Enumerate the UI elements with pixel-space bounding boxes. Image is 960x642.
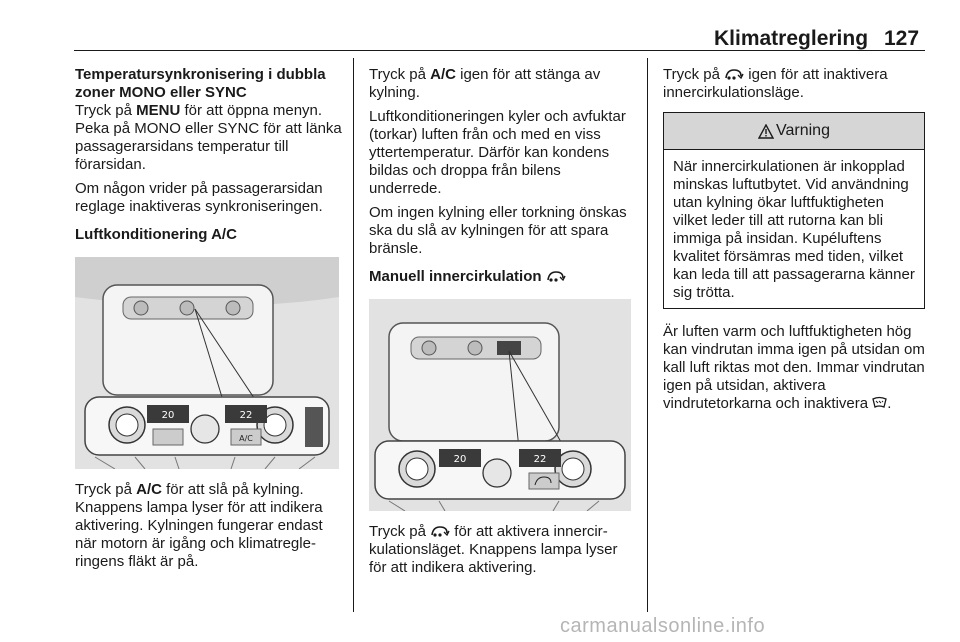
column-divider-1 — [353, 58, 354, 612]
ac-keyword-2: A/C — [430, 66, 456, 83]
paragraph-recirc-off: Tryck på igen för att inaktivera innercirkulationsläge. — [663, 66, 888, 101]
watermark: carmanualsonline.info — [560, 615, 766, 637]
paragraph-ac-cools: Luftkonditioneringen kyler och avfuktar (torkar) luften från och med en viss yttertemperatur. Därför kan kondens bildas och droppa från bilens underrede. — [369, 108, 626, 197]
paragraph-recirc-on: Tryck på för att aktivera innercirkulationsläget. Knappens lampa lyser för att indikera aktivering. — [369, 523, 618, 576]
ac-illus-right-temp: 22 — [239, 410, 253, 421]
recirc-illustration — [369, 299, 631, 511]
warning-triangle-icon — [758, 124, 774, 139]
header-rule — [74, 50, 925, 51]
paragraph-menu: Tryck på MENU för att öppna menyn. Peka på MONO eller SYNC för att länka passagerarsidans temperatur till förarsidan. — [75, 102, 342, 173]
warning-title: Varning — [776, 122, 830, 139]
recirculation-icon-inline — [430, 525, 450, 537]
paragraph-ac-on: Tryck på A/C för att slå på kylning. Knappens lampa lyser för att indikera aktivering. Kylningen fungerar endast när motorn är igång och klimatregleringens fläkt är på. — [75, 481, 323, 570]
ac-illus-button-label: A/C — [239, 434, 253, 443]
ac-illustration — [75, 257, 339, 469]
paragraph-sync-deactivate: Om någon vrider på passagerarsidan reglage inaktiveras synkroniseringen. — [75, 180, 323, 215]
menu-keyword: MENU — [136, 102, 181, 119]
column-divider-2 — [647, 58, 648, 612]
section-heading-recirc: Manuell innercirkulation — [369, 268, 635, 286]
section-heading-ac: Luftkonditionering A/C — [75, 226, 237, 243]
paragraph-ac-off: Tryck på A/C igen för att stänga av kylning. — [369, 66, 601, 101]
recirc-illus-left-temp: 20 — [453, 454, 467, 465]
warning-box — [663, 112, 925, 309]
paragraph-windshield: Är luften varm och luftfuktigheten hög kan vindrutan imma igen på utsidan om kall luft riktas mot den. Immar vindrutan igen på utsidan, aktivera vindrutetorkarna och inaktivera . — [663, 323, 925, 412]
column-1 — [75, 66, 343, 577]
page-number: 127 — [884, 27, 920, 50]
paragraph-save-fuel: Om ingen kylning eller torkning önskas ska du slå av kylningen för att spara bränsle. — [369, 204, 627, 257]
column-2 — [369, 66, 635, 583]
section-heading-sync: Temperatursynkronisering i dubbla zoner MONO eller SYNC — [75, 66, 326, 101]
warning-header — [664, 113, 924, 150]
column-3 — [663, 66, 925, 419]
windshield-wiper-icon — [872, 396, 887, 409]
recirculation-icon — [546, 270, 566, 282]
ac-illus-left-temp: 20 — [161, 410, 175, 421]
warning-body: När innercirkulationen är inkopplad minskas luftutbytet. Vid användning utan kylning ökar luftfuktigheten vilket leder till att rutorna kan bli immiga på insidan. Kupéluftens kvalitet försämras med tiden, vilket kan leda till att passagerarna känner sig trötta. — [673, 158, 915, 301]
recirc-illus-right-temp: 22 — [533, 454, 547, 465]
recirculation-icon-col3 — [724, 68, 744, 80]
header-title: Klimatreglering — [714, 27, 869, 50]
ac-keyword: A/C — [136, 481, 162, 498]
